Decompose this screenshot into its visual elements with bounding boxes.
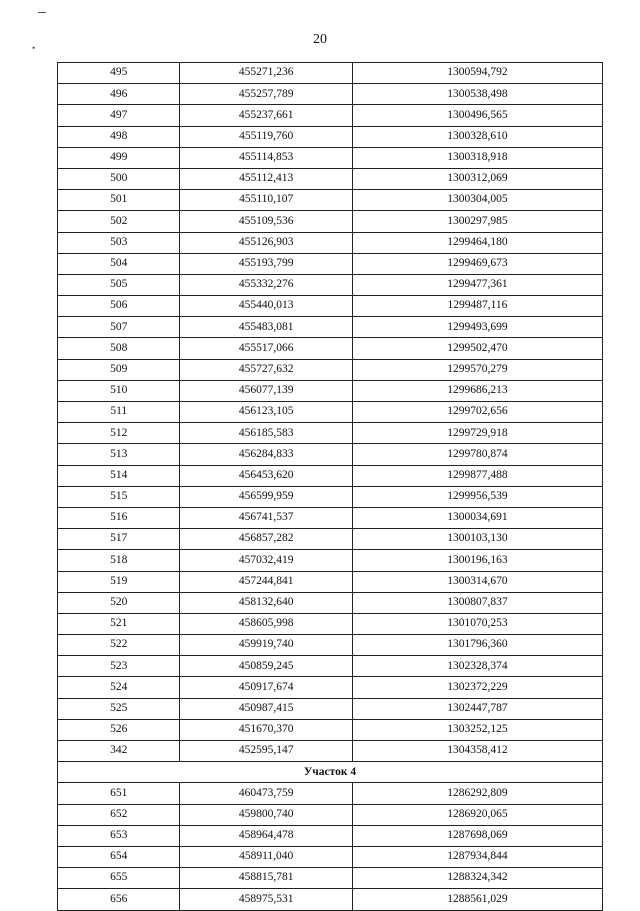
point-number: 526 [58, 719, 180, 740]
coordinate-x: 456599,959 [180, 486, 352, 507]
coordinate-y: 1299686,213 [352, 380, 602, 401]
point-number: 652 [58, 804, 180, 825]
coordinate-y: 1287698,069 [352, 825, 602, 846]
coordinate-x: 455114,853 [180, 147, 352, 168]
table-row [58, 211, 603, 232]
coordinate-x: 450917,674 [180, 677, 352, 698]
table-row [58, 402, 603, 423]
coordinate-x: 456453,620 [180, 465, 352, 486]
point-number: 510 [58, 380, 180, 401]
coordinate-y: 1302372,229 [352, 677, 602, 698]
table-row [58, 380, 603, 401]
point-number: 497 [58, 105, 180, 126]
point-number: 505 [58, 274, 180, 295]
coordinate-y: 1300314,670 [352, 571, 602, 592]
table-row [58, 84, 603, 105]
point-number: 496 [58, 84, 180, 105]
coordinate-y: 1300103,130 [352, 529, 602, 550]
coordinate-y: 1301796,360 [352, 635, 602, 656]
coordinate-y: 1300538,498 [352, 84, 602, 105]
table-row [58, 571, 603, 592]
coordinate-y: 1299493,699 [352, 317, 602, 338]
point-number: 520 [58, 592, 180, 613]
table-row [58, 359, 603, 380]
point-number: 653 [58, 825, 180, 846]
coordinate-x: 455193,799 [180, 253, 352, 274]
coordinate-x: 458605,998 [180, 613, 352, 634]
coordinate-y: 1286920,065 [352, 804, 602, 825]
point-number: 518 [58, 550, 180, 571]
coordinate-y: 1300196,163 [352, 550, 602, 571]
point-number: 514 [58, 465, 180, 486]
point-number: 499 [58, 147, 180, 168]
coordinate-x: 459919,740 [180, 635, 352, 656]
point-number: 521 [58, 613, 180, 634]
coordinate-x: 458815,781 [180, 868, 352, 889]
coordinate-x: 450859,245 [180, 656, 352, 677]
coordinate-y: 1299477,361 [352, 274, 602, 295]
coordinate-y: 1300807,837 [352, 592, 602, 613]
coordinate-x: 455332,276 [180, 274, 352, 295]
coordinate-x: 456185,583 [180, 423, 352, 444]
point-number: 500 [58, 168, 180, 189]
coordinate-y: 1288561,029 [352, 889, 602, 910]
table-row [58, 147, 603, 168]
point-number: 501 [58, 190, 180, 211]
point-number: 506 [58, 296, 180, 317]
coordinate-y: 1288324,342 [352, 868, 602, 889]
scan-tick: • [32, 43, 36, 53]
coordinate-y: 1299570,279 [352, 359, 602, 380]
coordinate-y: 1287934,844 [352, 846, 602, 867]
table-row [58, 592, 603, 613]
coordinate-y: 1299487,116 [352, 296, 602, 317]
coordinate-x: 458975,531 [180, 889, 352, 910]
coordinate-y: 1300496,565 [352, 105, 602, 126]
page-number: 20 [313, 32, 327, 47]
table-row [58, 783, 603, 804]
point-number: 495 [58, 63, 180, 84]
point-number: 522 [58, 635, 180, 656]
table-row [58, 698, 603, 719]
coordinate-x: 456857,282 [180, 529, 352, 550]
coordinate-x: 456077,139 [180, 380, 352, 401]
coordinate-y: 1299780,874 [352, 444, 602, 465]
point-number: 519 [58, 571, 180, 592]
coordinate-y: 1299956,539 [352, 486, 602, 507]
coordinate-y: 1300594,792 [352, 63, 602, 84]
point-number: 524 [58, 677, 180, 698]
table-row [58, 613, 603, 634]
table-row [58, 529, 603, 550]
coordinate-x: 458132,640 [180, 592, 352, 613]
point-number: 525 [58, 698, 180, 719]
coordinate-y: 1302328,374 [352, 656, 602, 677]
coordinate-y: 1299729,918 [352, 423, 602, 444]
table-row [58, 507, 603, 528]
table-row [58, 825, 603, 846]
coordinate-y: 1299702,656 [352, 402, 602, 423]
coordinate-y: 1300304,005 [352, 190, 602, 211]
table-row [58, 868, 603, 889]
table-row [58, 274, 603, 295]
table-row [58, 741, 603, 762]
table-row [58, 126, 603, 147]
table-row [58, 168, 603, 189]
table-row [58, 550, 603, 571]
point-number: 504 [58, 253, 180, 274]
coordinate-y: 1304358,412 [352, 741, 602, 762]
point-number: 502 [58, 211, 180, 232]
table-row [58, 635, 603, 656]
coordinate-y: 1299469,673 [352, 253, 602, 274]
point-number: 515 [58, 486, 180, 507]
scan-mark [38, 12, 46, 13]
section-row [58, 762, 603, 783]
point-number: 513 [58, 444, 180, 465]
coordinate-x: 458964,478 [180, 825, 352, 846]
coordinate-y: 1300034,691 [352, 507, 602, 528]
table-row [58, 190, 603, 211]
coordinate-x: 452595,147 [180, 741, 352, 762]
table-row [58, 444, 603, 465]
table-row [58, 338, 603, 359]
point-number: 651 [58, 783, 180, 804]
coordinate-x: 455483,081 [180, 317, 352, 338]
table-row [58, 656, 603, 677]
coordinate-x: 456284,833 [180, 444, 352, 465]
coordinate-y: 1303252,125 [352, 719, 602, 740]
coordinate-y: 1286292,809 [352, 783, 602, 804]
coordinate-x: 457244,841 [180, 571, 352, 592]
table-row [58, 423, 603, 444]
coordinate-y: 1300312,069 [352, 168, 602, 189]
coordinate-x: 458911,040 [180, 846, 352, 867]
table-row [58, 677, 603, 698]
point-number: 656 [58, 889, 180, 910]
point-number: 511 [58, 402, 180, 423]
point-number: 342 [58, 741, 180, 762]
table-row [58, 63, 603, 84]
coordinate-x: 455126,903 [180, 232, 352, 253]
coordinate-x: 455112,413 [180, 168, 352, 189]
coordinate-y: 1300328,610 [352, 126, 602, 147]
table-row [58, 232, 603, 253]
coordinate-x: 455110,107 [180, 190, 352, 211]
table-row [58, 253, 603, 274]
coordinates-table [57, 62, 603, 911]
coordinate-x: 455517,066 [180, 338, 352, 359]
coordinate-x: 456741,537 [180, 507, 352, 528]
point-number: 654 [58, 846, 180, 867]
coordinate-x: 455440,013 [180, 296, 352, 317]
point-number: 509 [58, 359, 180, 380]
table-row [58, 296, 603, 317]
point-number: 508 [58, 338, 180, 359]
coordinate-x: 457032,419 [180, 550, 352, 571]
point-number: 655 [58, 868, 180, 889]
table-row [58, 465, 603, 486]
coordinate-x: 455727,632 [180, 359, 352, 380]
coordinate-y: 1299877,488 [352, 465, 602, 486]
coordinate-y: 1299464,180 [352, 232, 602, 253]
coordinate-x: 459800,740 [180, 804, 352, 825]
coordinate-x: 451670,370 [180, 719, 352, 740]
table-row [58, 846, 603, 867]
point-number: 523 [58, 656, 180, 677]
coordinate-x: 450987,415 [180, 698, 352, 719]
point-number: 512 [58, 423, 180, 444]
coordinate-y: 1299502,470 [352, 338, 602, 359]
table-row [58, 105, 603, 126]
coordinate-x: 455119,760 [180, 126, 352, 147]
point-number: 498 [58, 126, 180, 147]
point-number: 507 [58, 317, 180, 338]
coordinate-x: 455271,236 [180, 63, 352, 84]
point-number: 517 [58, 529, 180, 550]
table-row [58, 889, 603, 910]
point-number: 503 [58, 232, 180, 253]
coordinate-x: 455257,789 [180, 84, 352, 105]
coordinate-y: 1300318,918 [352, 147, 602, 168]
coordinate-y: 1302447,787 [352, 698, 602, 719]
coordinate-x: 455237,661 [180, 105, 352, 126]
section-title: Участок 4 [58, 762, 603, 783]
coordinate-x: 456123,105 [180, 402, 352, 423]
point-number: 516 [58, 507, 180, 528]
coordinate-y: 1301070,253 [352, 613, 602, 634]
table-row [58, 719, 603, 740]
coordinate-y: 1300297,985 [352, 211, 602, 232]
table-row [58, 317, 603, 338]
coordinate-x: 455109,536 [180, 211, 352, 232]
coordinates-table-body [58, 63, 603, 911]
table-row [58, 804, 603, 825]
table-row [58, 486, 603, 507]
coordinate-x: 460473,759 [180, 783, 352, 804]
